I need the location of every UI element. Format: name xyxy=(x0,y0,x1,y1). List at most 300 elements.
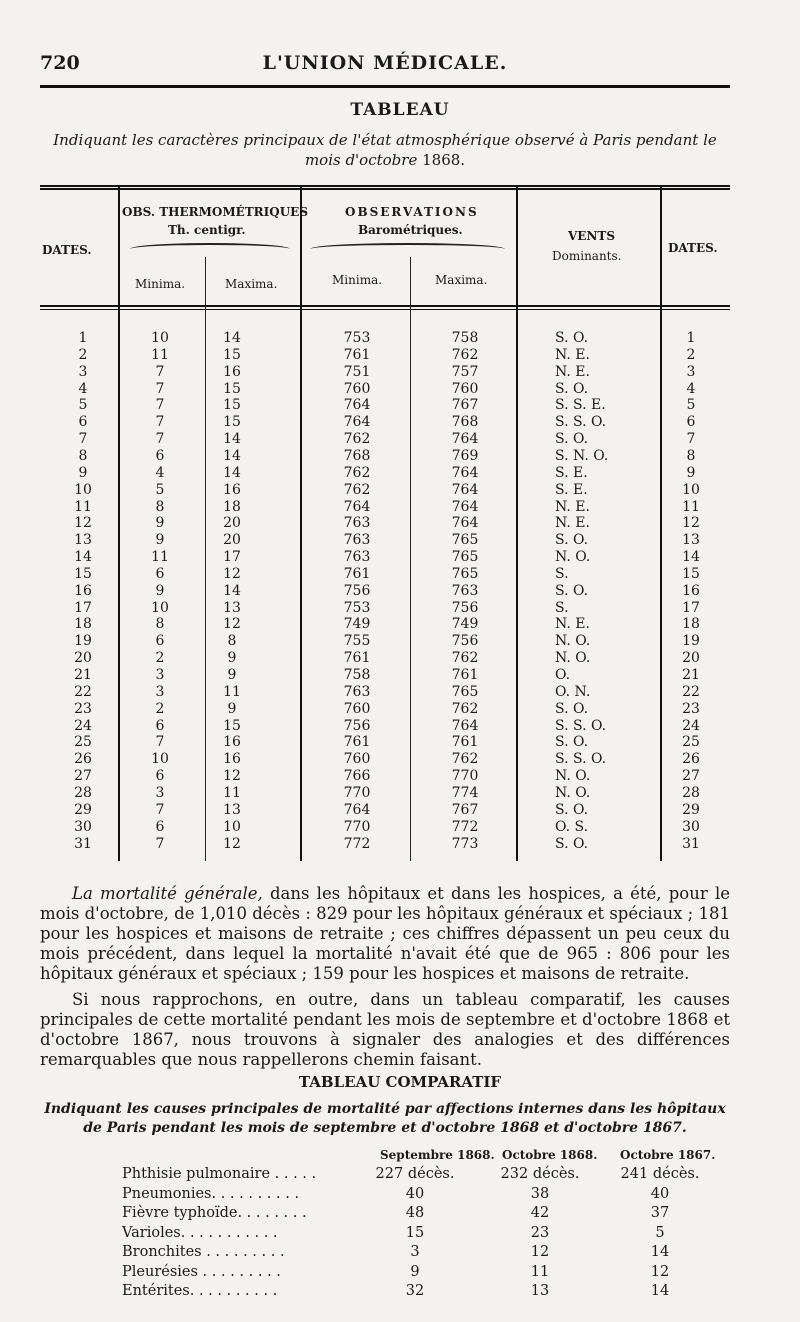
row-baro-max: 770 xyxy=(451,768,479,785)
row-date: 29 xyxy=(74,801,92,818)
row-wind: S. O. xyxy=(555,734,589,751)
row-date: 27 xyxy=(74,768,92,785)
row-date-right: 15 xyxy=(682,565,700,582)
row-temp-max: 16 xyxy=(223,751,241,768)
row-baro-max: 767 xyxy=(451,397,479,414)
row-baro-max: 764 xyxy=(451,515,479,532)
cause-name: Varioles. . . . . . . . . . . xyxy=(122,1224,278,1241)
row-date: 16 xyxy=(74,582,92,599)
header-maxima: Maxima. xyxy=(225,277,278,291)
row-temp-min: 6 xyxy=(155,565,165,582)
row-temp-min: 6 xyxy=(155,818,165,835)
table-row xyxy=(40,330,730,347)
row-temp-min: 5 xyxy=(155,481,165,498)
row-temp-min: 7 xyxy=(155,397,165,414)
table-subtitle-year: 1868. xyxy=(422,151,466,169)
row-wind: S. O. xyxy=(555,700,589,717)
table-row xyxy=(40,633,730,650)
row-baro-min: 760 xyxy=(343,751,371,768)
row-date: 20 xyxy=(74,650,92,667)
row-temp-min: 7 xyxy=(155,431,165,448)
table-top-rule-2 xyxy=(40,188,730,190)
table-subtitle xyxy=(40,130,730,170)
value-oct-1867: 12 xyxy=(650,1263,670,1280)
row-wind: S. S. O. xyxy=(555,751,607,768)
header-baro-maxima: Maxima. xyxy=(435,273,488,287)
value-oct-1868: 13 xyxy=(530,1283,550,1299)
header-vents: VENTS xyxy=(568,229,616,243)
table-row xyxy=(40,532,730,549)
row-baro-max: 761 xyxy=(451,667,479,683)
row-date-right: 22 xyxy=(682,683,700,700)
row-temp-min: 2 xyxy=(155,700,165,717)
table-row xyxy=(40,549,730,566)
row-baro-min: 764 xyxy=(343,414,371,431)
row-date: 18 xyxy=(74,616,92,633)
row-wind: S. S. E. xyxy=(555,397,606,414)
paragraph-lead: La mortalité générale, xyxy=(72,884,263,903)
row-date-right: 9 xyxy=(686,464,696,481)
row-temp-min: 7 xyxy=(155,835,165,852)
table-row xyxy=(40,499,730,516)
row-temp-min: 3 xyxy=(155,784,165,801)
row-baro-max: 765 xyxy=(451,565,479,582)
value-oct-1867: 241 décès. xyxy=(620,1166,700,1182)
col-oct-1868: Octobre 1868. xyxy=(502,1148,598,1162)
table-row xyxy=(40,448,730,465)
row-date: 17 xyxy=(74,599,92,616)
value-sept-1868: 9 xyxy=(410,1263,420,1280)
row-date: 8 xyxy=(78,447,88,464)
row-baro-max: 765 xyxy=(451,683,479,700)
row-date: 2 xyxy=(78,346,88,363)
row-date-right: 21 xyxy=(682,667,700,683)
row-temp-max: 15 xyxy=(223,380,241,397)
row-temp-max: 14 xyxy=(223,447,241,464)
row-baro-min: 770 xyxy=(343,784,371,801)
value-oct-1868: 12 xyxy=(530,1244,550,1260)
row-baro-min: 762 xyxy=(343,464,371,481)
row-baro-min: 753 xyxy=(343,599,371,616)
row-date-right: 27 xyxy=(682,768,700,785)
header-baro-sub: Barométriques. xyxy=(358,223,463,237)
row-baro-min: 762 xyxy=(343,481,371,498)
row-wind: S. xyxy=(555,565,569,582)
row-baro-max: 761 xyxy=(451,734,479,751)
row-baro-min: 761 xyxy=(343,565,371,582)
thermo-brace xyxy=(130,243,290,255)
row-date: 1 xyxy=(78,330,88,346)
row-wind: N. O. xyxy=(555,768,591,785)
row-temp-min: 6 xyxy=(155,717,165,734)
table-row xyxy=(40,701,730,718)
table-subtitle-text: Indiquant les caractères principaux de l'état atmosphérique observé à Paris pendant le mois d'octobre xyxy=(53,131,717,169)
header-vents-sub: Dominants. xyxy=(552,249,622,263)
row-baro-max: 763 xyxy=(451,582,479,599)
row-wind: S. O. xyxy=(555,380,589,397)
row-temp-min: 3 xyxy=(155,667,165,683)
row-wind: N. O. xyxy=(555,549,591,566)
row-baro-max: 764 xyxy=(451,717,479,734)
row-temp-max: 20 xyxy=(223,532,241,549)
row-baro-max: 762 xyxy=(451,700,479,717)
row-baro-min: 763 xyxy=(343,549,371,566)
row-date-right: 8 xyxy=(686,447,696,464)
table-row xyxy=(40,1186,730,1204)
row-temp-min: 10 xyxy=(151,330,169,346)
row-wind: N. E. xyxy=(555,498,590,515)
row-date-right: 14 xyxy=(682,549,700,566)
cause-name: Entérites. . . . . . . . . . xyxy=(122,1283,278,1299)
row-date-right: 23 xyxy=(682,700,700,717)
row-temp-min: 11 xyxy=(151,549,169,566)
row-baro-max: 764 xyxy=(451,431,479,448)
row-date-right: 4 xyxy=(686,380,696,397)
col-sept-1868: Septembre 1868. xyxy=(380,1148,495,1162)
value-oct-1868: 38 xyxy=(530,1185,550,1202)
row-wind: N. O. xyxy=(555,633,591,650)
header-dates-right: DATES. xyxy=(668,241,718,255)
row-baro-min: 758 xyxy=(343,667,371,683)
row-date-right: 28 xyxy=(682,784,700,801)
table-row xyxy=(40,583,730,600)
row-temp-max: 15 xyxy=(223,414,241,431)
row-temp-min: 4 xyxy=(155,464,165,481)
row-wind: N. E. xyxy=(555,616,590,633)
row-wind: S. O. xyxy=(555,330,589,346)
row-date-right: 17 xyxy=(682,599,700,616)
table-row xyxy=(40,1283,730,1301)
value-sept-1868: 48 xyxy=(405,1205,425,1221)
row-temp-max: 12 xyxy=(223,768,241,785)
row-baro-max: 756 xyxy=(451,633,479,650)
row-date: 22 xyxy=(74,683,92,700)
table-row xyxy=(40,347,730,364)
row-date-right: 25 xyxy=(682,734,700,751)
row-temp-max: 11 xyxy=(223,784,241,801)
row-temp-min: 7 xyxy=(155,414,165,431)
row-baro-max: 758 xyxy=(451,330,479,346)
row-date: 9 xyxy=(78,464,88,481)
value-oct-1867: 40 xyxy=(650,1185,670,1202)
row-baro-min: 762 xyxy=(343,431,371,448)
row-baro-max: 765 xyxy=(451,549,479,566)
row-date: 7 xyxy=(78,431,88,448)
row-date: 19 xyxy=(74,633,92,650)
value-oct-1867: 14 xyxy=(650,1283,670,1299)
journal-title: L'UNION MÉDICALE. xyxy=(262,52,508,74)
row-temp-max: 16 xyxy=(223,481,241,498)
row-temp-min: 3 xyxy=(155,683,165,700)
row-baro-max: 774 xyxy=(451,784,479,801)
row-wind: O. N. xyxy=(555,683,591,700)
header-baro-minima: Minima. xyxy=(332,273,383,287)
row-date-right: 12 xyxy=(682,515,700,532)
row-temp-min: 8 xyxy=(155,616,165,633)
table-row xyxy=(40,802,730,819)
table-row xyxy=(40,1244,730,1262)
row-wind: N. E. xyxy=(555,515,590,532)
row-temp-min: 11 xyxy=(151,346,169,363)
row-baro-min: 761 xyxy=(343,734,371,751)
row-baro-max: 772 xyxy=(451,818,479,835)
row-temp-max: 10 xyxy=(223,818,241,835)
value-sept-1868: 227 décès. xyxy=(375,1166,455,1182)
table-row xyxy=(40,1205,730,1223)
table-row xyxy=(40,1166,730,1184)
table-title: TABLEAU xyxy=(350,100,450,120)
row-temp-min: 10 xyxy=(151,599,169,616)
row-temp-max: 16 xyxy=(223,363,241,380)
row-temp-max: 9 xyxy=(227,700,237,717)
row-temp-min: 7 xyxy=(155,380,165,397)
row-date: 30 xyxy=(74,818,92,835)
value-oct-1868: 11 xyxy=(530,1263,550,1280)
table-row xyxy=(40,1264,730,1282)
row-temp-min: 9 xyxy=(155,582,165,599)
row-temp-min: 2 xyxy=(155,650,165,667)
row-wind: S. E. xyxy=(555,481,588,498)
row-date-right: 5 xyxy=(686,397,696,414)
row-baro-max: 764 xyxy=(451,464,479,481)
row-date: 26 xyxy=(74,751,92,768)
value-oct-1868: 232 décès. xyxy=(500,1166,580,1182)
value-sept-1868: 40 xyxy=(405,1185,425,1202)
row-wind: S. N. O. xyxy=(555,447,609,464)
row-wind: N. O. xyxy=(555,784,591,801)
value-sept-1868: 32 xyxy=(405,1283,425,1299)
row-date: 31 xyxy=(74,835,92,852)
cause-name: Pneumonies. . . . . . . . . . xyxy=(122,1185,300,1202)
row-date-right: 7 xyxy=(686,431,696,448)
row-temp-max: 13 xyxy=(223,599,241,616)
table-row xyxy=(40,465,730,482)
row-baro-min: 756 xyxy=(343,717,371,734)
table-row xyxy=(40,566,730,583)
row-wind: O. S. xyxy=(555,818,589,835)
table-row xyxy=(40,785,730,802)
row-temp-min: 10 xyxy=(151,751,169,768)
row-date-right: 13 xyxy=(682,532,700,549)
row-wind: N. O. xyxy=(555,650,591,667)
table-header-rule xyxy=(40,305,730,307)
row-date-right: 10 xyxy=(682,481,700,498)
row-date: 15 xyxy=(74,565,92,582)
header-baro: OBSERVATIONS xyxy=(345,205,479,219)
row-temp-max: 16 xyxy=(223,734,241,751)
row-temp-max: 14 xyxy=(223,464,241,481)
row-baro-max: 760 xyxy=(451,380,479,397)
row-temp-max: 15 xyxy=(223,397,241,414)
value-oct-1868: 23 xyxy=(530,1224,550,1241)
row-baro-max: 773 xyxy=(451,835,479,852)
row-temp-max: 12 xyxy=(223,835,241,852)
row-temp-max: 15 xyxy=(223,346,241,363)
row-temp-max: 17 xyxy=(223,549,241,566)
table-header-rule-2 xyxy=(40,309,730,310)
table-row xyxy=(40,431,730,448)
row-temp-min: 7 xyxy=(155,801,165,818)
table-row xyxy=(40,751,730,768)
row-date: 25 xyxy=(74,734,92,751)
row-date: 5 xyxy=(78,397,88,414)
row-baro-min: 753 xyxy=(343,330,371,346)
row-baro-min: 763 xyxy=(343,515,371,532)
value-oct-1867: 14 xyxy=(650,1244,670,1260)
row-baro-min: 761 xyxy=(343,650,371,667)
row-date: 14 xyxy=(74,549,92,566)
row-date: 6 xyxy=(78,414,88,431)
table-row xyxy=(40,600,730,617)
row-baro-max: 762 xyxy=(451,650,479,667)
row-date-right: 29 xyxy=(682,801,700,818)
row-baro-min: 763 xyxy=(343,532,371,549)
row-date-right: 1 xyxy=(686,330,696,346)
header-thermo: OBS. THERMOMÉTRIQUES xyxy=(122,205,308,219)
row-temp-max: 9 xyxy=(227,650,237,667)
row-date-right: 26 xyxy=(682,751,700,768)
row-baro-min: 763 xyxy=(343,683,371,700)
cause-name: Fièvre typhoïde. . . . . . . . xyxy=(122,1205,307,1221)
row-temp-max: 9 xyxy=(227,667,237,683)
table-row xyxy=(40,414,730,431)
row-temp-min: 6 xyxy=(155,768,165,785)
row-date-right: 20 xyxy=(682,650,700,667)
value-oct-1867: 37 xyxy=(650,1205,670,1221)
value-sept-1868: 15 xyxy=(405,1224,425,1241)
row-temp-min: 6 xyxy=(155,633,165,650)
row-date-right: 31 xyxy=(682,835,700,852)
row-temp-max: 12 xyxy=(223,616,241,633)
row-baro-max: 762 xyxy=(451,346,479,363)
row-date: 11 xyxy=(74,498,92,515)
row-baro-max: 764 xyxy=(451,498,479,515)
row-temp-max: 20 xyxy=(223,515,241,532)
page-number: 720 xyxy=(40,52,80,74)
row-date: 24 xyxy=(74,717,92,734)
row-date-right: 24 xyxy=(682,717,700,734)
header-thermo-sub: Th. centigr. xyxy=(168,223,246,237)
col-oct-1867: Octobre 1867. xyxy=(620,1148,716,1162)
paragraph-rapprochons: Si nous rapprochons, en outre, dans un tableau comparatif, les causes principales de cette mortalité pendant les mois de septembre et d'octobre 1868 et d'octobre 1867, nous trouvons à signaler des analogies et des différences remarquables que nous rappellerons chemin faisant. xyxy=(40,990,730,1069)
row-date: 13 xyxy=(74,532,92,549)
row-temp-max: 11 xyxy=(223,683,241,700)
cause-name: Phthisie pulmonaire . . . . . xyxy=(122,1166,317,1182)
row-date: 28 xyxy=(74,784,92,801)
row-wind: O. xyxy=(555,667,571,683)
row-date-right: 2 xyxy=(686,346,696,363)
row-temp-max: 14 xyxy=(223,582,241,599)
row-temp-min: 9 xyxy=(155,532,165,549)
value-oct-1867: 5 xyxy=(655,1224,665,1241)
comparatif-subtitle: Indiquant les causes principales de mortalité par affections internes dans les hôpitaux de Paris pendant les mois de septembre et d'octobre 1868 et d'octobre 1867. xyxy=(44,1101,726,1136)
baro-brace xyxy=(310,243,505,255)
row-temp-max: 8 xyxy=(227,633,237,650)
row-baro-min: 764 xyxy=(343,397,371,414)
page-header xyxy=(40,52,730,82)
row-date-right: 18 xyxy=(682,616,700,633)
row-date: 4 xyxy=(78,380,88,397)
row-temp-max: 15 xyxy=(223,717,241,734)
table-row xyxy=(40,684,730,701)
row-baro-max: 765 xyxy=(451,532,479,549)
row-temp-min: 8 xyxy=(155,498,165,515)
row-baro-max: 767 xyxy=(451,801,479,818)
row-baro-min: 764 xyxy=(343,498,371,515)
row-wind: N. E. xyxy=(555,363,590,380)
value-sept-1868: 3 xyxy=(410,1244,420,1260)
row-wind: S. O. xyxy=(555,582,589,599)
table-row xyxy=(40,616,730,633)
table-row xyxy=(40,381,730,398)
row-wind: S. S. O. xyxy=(555,717,607,734)
row-wind: S. xyxy=(555,599,569,616)
table-row xyxy=(40,819,730,836)
table-row xyxy=(40,718,730,735)
row-date: 23 xyxy=(74,700,92,717)
row-temp-min: 7 xyxy=(155,363,165,380)
row-temp-max: 13 xyxy=(223,801,241,818)
table-row xyxy=(40,515,730,532)
row-wind: S. O. xyxy=(555,801,589,818)
paragraph-text: dans les hôpitaux et dans les hospices, a été, pour le mois d'octobre, de 1,010 décès : 829 pour les hôpitaux généraux et spéciaux ; 181 pour les hospices et maisons de retraite ; ces chiffres dépassent un peu ceux du mois précédent, dans lequel la mortalité n'avait été que de 965 : 806 pour les hôpitaux généraux et spéciaux ; 159 pour les hospices et maisons de retraite. xyxy=(40,884,730,983)
cause-name: Pleurésies . . . . . . . . . xyxy=(122,1263,281,1280)
table-top-rule xyxy=(40,185,730,187)
row-baro-min: 755 xyxy=(343,633,371,650)
row-date-right: 30 xyxy=(682,818,700,835)
row-baro-min: 756 xyxy=(343,582,371,599)
row-date: 21 xyxy=(74,667,92,683)
row-temp-min: 6 xyxy=(155,447,165,464)
row-temp-min: 9 xyxy=(155,515,165,532)
row-baro-min: 751 xyxy=(343,363,371,380)
table-row xyxy=(40,482,730,499)
row-wind: S. O. xyxy=(555,532,589,549)
table-row xyxy=(40,768,730,785)
row-baro-max: 757 xyxy=(451,363,479,380)
table-row xyxy=(40,397,730,414)
row-baro-max: 764 xyxy=(451,481,479,498)
row-wind: S. E. xyxy=(555,464,588,481)
row-date: 12 xyxy=(74,515,92,532)
row-baro-max: 749 xyxy=(451,616,479,633)
row-baro-min: 766 xyxy=(343,768,371,785)
value-oct-1868: 42 xyxy=(530,1205,550,1221)
table-row xyxy=(40,734,730,751)
row-date-right: 16 xyxy=(682,582,700,599)
row-baro-min: 772 xyxy=(343,835,371,852)
comparatif-title: TABLEAU COMPARATIF xyxy=(298,1073,502,1091)
row-baro-min: 760 xyxy=(343,700,371,717)
table-row xyxy=(40,650,730,667)
row-temp-min: 7 xyxy=(155,734,165,751)
row-wind: S. O. xyxy=(555,835,589,852)
row-baro-min: 761 xyxy=(343,346,371,363)
row-date-right: 11 xyxy=(682,498,700,515)
row-baro-min: 749 xyxy=(343,616,371,633)
row-temp-max: 14 xyxy=(223,431,241,448)
row-date: 3 xyxy=(78,363,88,380)
table-row xyxy=(40,364,730,381)
table-row xyxy=(40,667,730,684)
row-baro-min: 770 xyxy=(343,818,371,835)
row-baro-min: 764 xyxy=(343,801,371,818)
row-date: 10 xyxy=(74,481,92,498)
row-baro-min: 768 xyxy=(343,447,371,464)
row-temp-max: 12 xyxy=(223,565,241,582)
row-wind: N. E. xyxy=(555,346,590,363)
row-baro-max: 769 xyxy=(451,447,479,464)
